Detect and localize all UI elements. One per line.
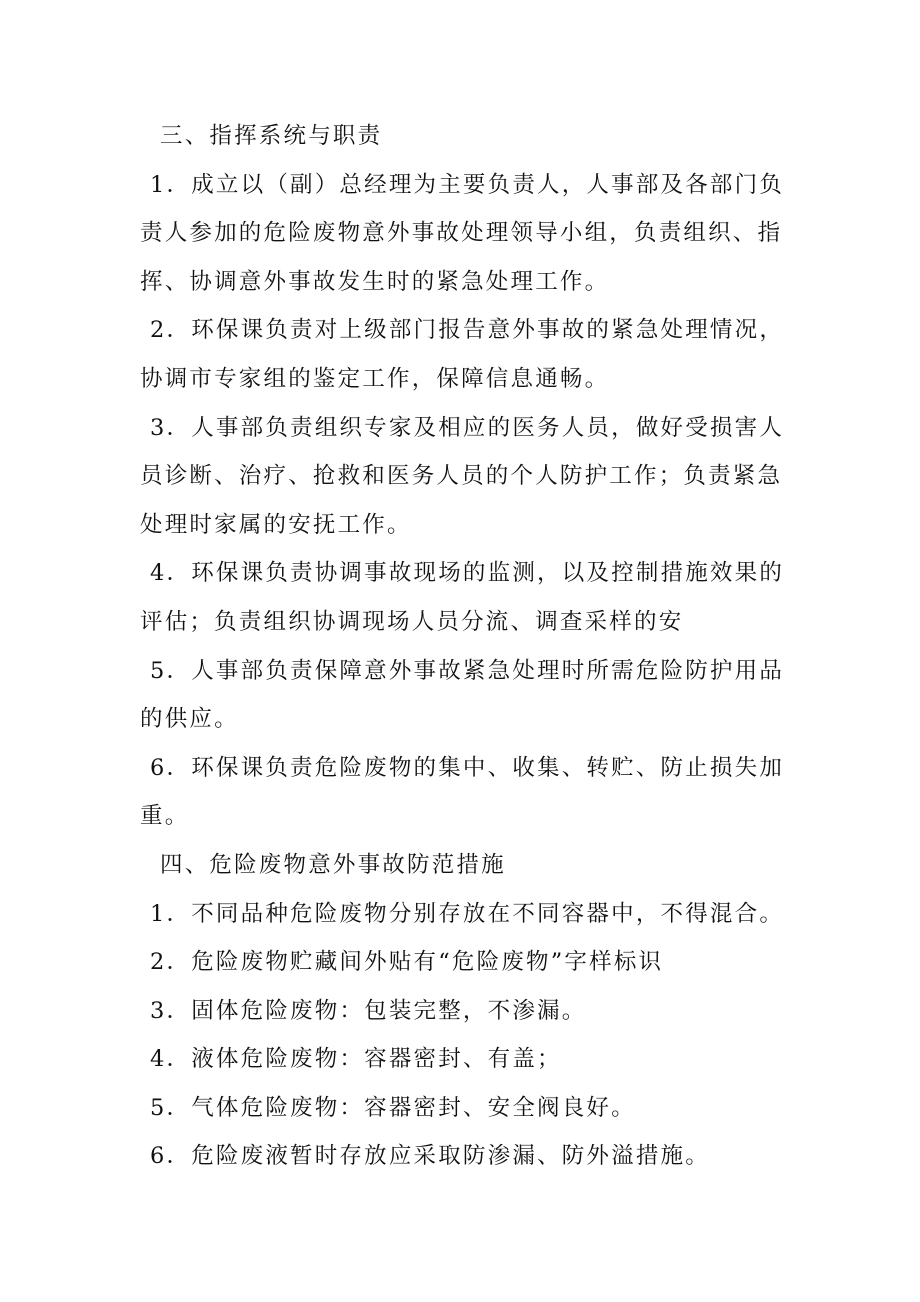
paragraph-line: 4．环保课负责协调事故现场的监测，以及控制措施效果的 — [150, 560, 785, 587]
list-item: 6．危险废液暂时存放应采取防渗漏、防外溢措施。 — [150, 1143, 710, 1170]
paragraph-line: 员诊断、治疗、抢救和医务人员的个人防护工作；负责紧急 — [140, 463, 783, 490]
document-body — [140, 112, 790, 1181]
paragraph-line: 责人参加的危险废物意外事故处理领导小组，负责组织、指 — [140, 220, 783, 247]
paragraph-line: 1．成立以（副）总经理为主要负责人，人事部及各部门负 — [150, 171, 785, 198]
section-heading: 四、危险废物意外事故防范措施 — [160, 851, 506, 878]
paragraph-line: 的供应。 — [140, 706, 239, 733]
paragraph-line: 协调市专家组的鉴定工作，保障信息通畅。 — [140, 365, 610, 392]
list-item: 5．气体危险废物：容器密封、安全阀良好。 — [150, 1094, 636, 1121]
paragraph-line: 5．人事部负责保障意外事故紧急处理时所需危险防护用品 — [150, 657, 785, 684]
paragraph-line: 重。 — [140, 803, 190, 830]
paragraph-line: 6．环保课负责危险废物的集中、收集、转贮、防止损失加 — [150, 754, 785, 781]
paragraph-line: 3．人事部负责组织专家及相应的医务人员，做好受损害人 — [150, 414, 785, 441]
list-item: 1．不同品种危险废物分别存放在不同容器中，不得混合。 — [150, 900, 785, 927]
paragraph-line: 评估；负责组织协调现场人员分流、调查采样的安 — [140, 608, 684, 635]
list-item: 2．危险废物贮藏间外贴有“危险废物”字样标识 — [150, 949, 664, 976]
list-item: 4．液体危险废物：容器密封、有盖； — [150, 1046, 562, 1073]
paragraph-line: 挥、协调意外事故发生时的紧急处理工作。 — [140, 268, 610, 295]
list-item: 3．固体危险废物：包装完整，不渗漏。 — [150, 997, 587, 1024]
section-heading: 三、指挥系统与职责 — [160, 123, 383, 149]
paragraph-line: 处理时家属的安抚工作。 — [140, 511, 412, 538]
paragraph-line: 2．环保课负责对上级部门报告意外事故的紧急处理情况， — [150, 317, 785, 344]
